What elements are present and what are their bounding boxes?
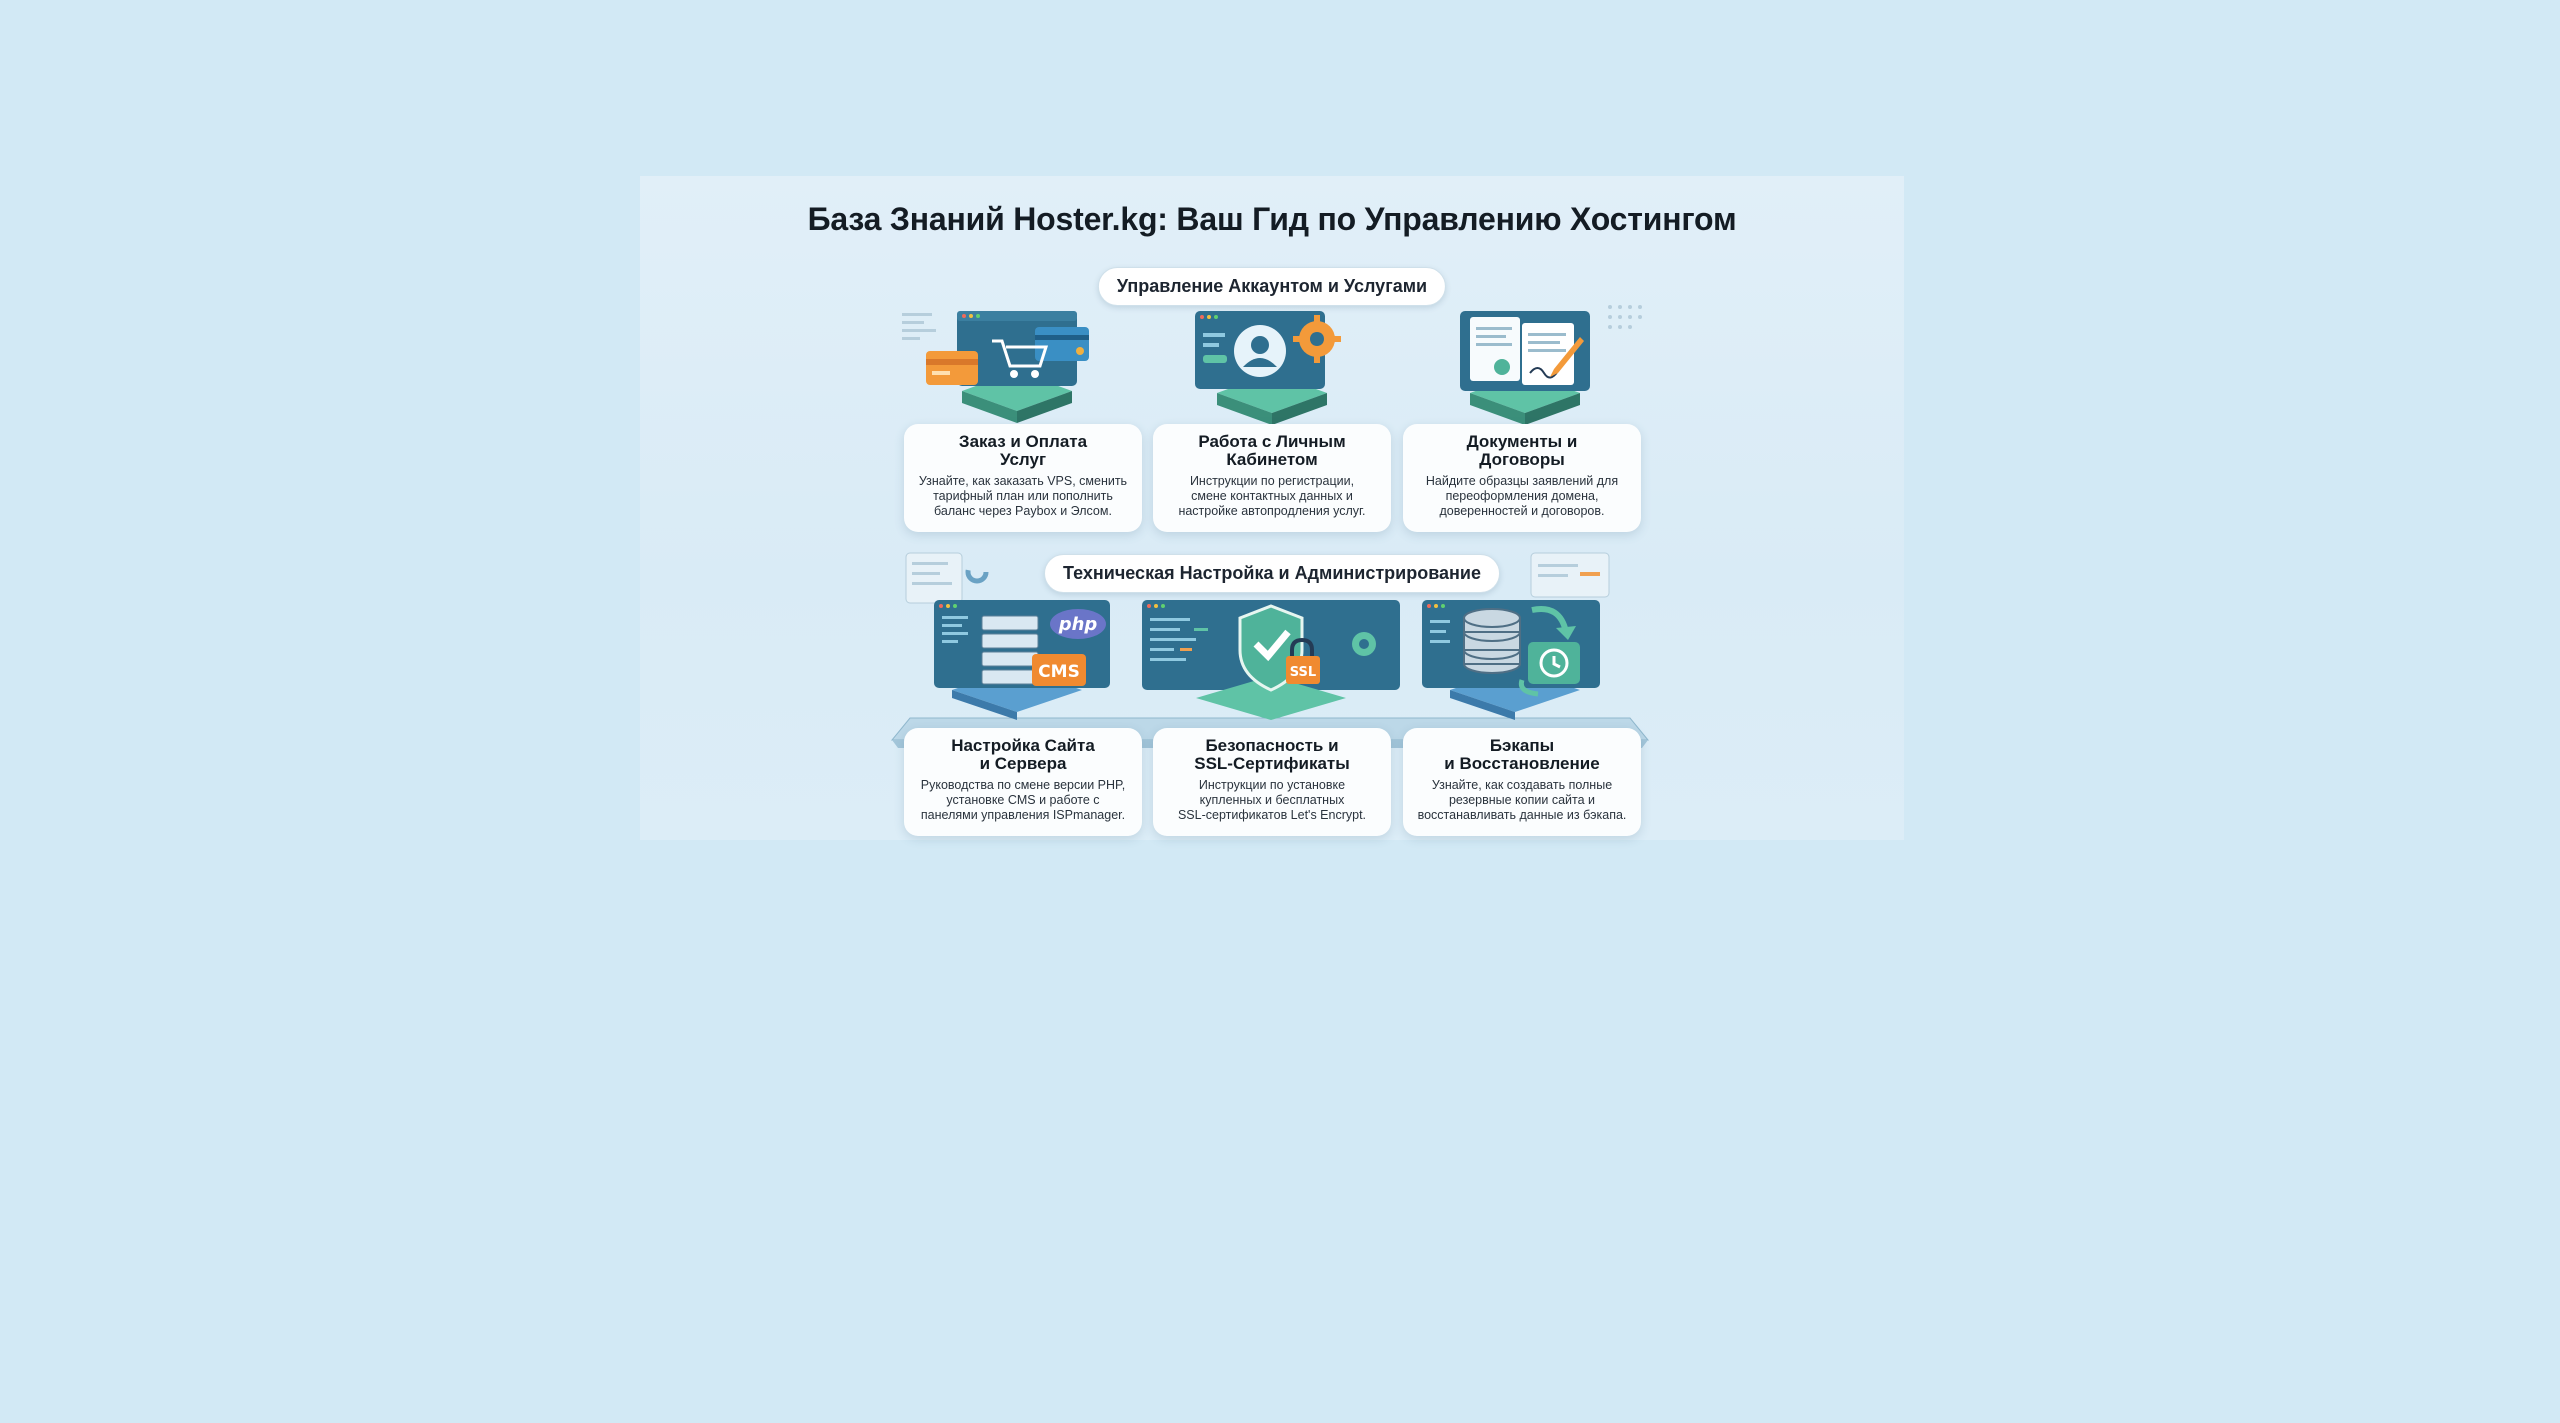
server-icon (932, 600, 1122, 720)
card-description: Руководства по смене версии PHP, установке CMS и работе с панелями управления ISPmanager. (920, 778, 1126, 822)
page-title: База Знаний Hoster.kg: Ваш Гид по Управлению Хостингом (807, 201, 1737, 237)
card-title: Работа с Личным Кабинетом (1198, 432, 1346, 469)
section-heading-technical: Техническая Настройка и Администрирование (1044, 554, 1500, 593)
shield-lock-icon (1140, 600, 1402, 720)
card-description: Инструкции по установке купленных и бесплатных SSL-сертификатов Let's Encrypt. (1177, 778, 1367, 822)
php-badge: php (1058, 614, 1098, 635)
section-heading-account: Управление Аккаунтом и Услугами (1098, 267, 1446, 306)
dashboard-decoration-icon (905, 552, 990, 607)
card-title: Документы и Договоры (1466, 432, 1578, 469)
card-ordering (904, 424, 1142, 532)
card-title: Бэкапы и Восстановление (1444, 736, 1600, 773)
card-description: Узнайте, как создавать полные резервные копии сайта и восстанавливать данные из бэкапа. (1417, 778, 1627, 822)
document-icon (1430, 311, 1620, 431)
card-description: Узнайте, как заказать VPS, сменить тарифный план или пополнить баланс через Paybox и Элсом. (918, 474, 1128, 518)
card-description: Найдите образцы заявлений для переоформления домена, доверенностей и договоров. (1425, 474, 1619, 518)
card-backups (1403, 728, 1641, 836)
card-security (1153, 728, 1391, 836)
card-title: Безопасность и SSL-Сертификаты (1194, 736, 1350, 773)
user-profile-icon (1177, 311, 1367, 431)
card-site-setup (904, 728, 1142, 836)
infographic (640, 176, 1904, 840)
database-restore-icon (1420, 600, 1610, 720)
window-decoration-icon (1530, 552, 1610, 600)
card-title: Заказ и Оплата Услуг (958, 432, 1088, 469)
cms-badge: CMS (1038, 662, 1080, 682)
card-cabinet (1153, 424, 1391, 532)
card-description: Инструкции по регистрации, смене контактных данных и настройке автопродления услуг. (1178, 474, 1366, 518)
ssl-badge: SSL (1289, 665, 1317, 680)
shopping-cart-icon (922, 311, 1112, 431)
card-title: Настройка Сайта и Сервера (951, 736, 1095, 773)
card-documents (1403, 424, 1641, 532)
